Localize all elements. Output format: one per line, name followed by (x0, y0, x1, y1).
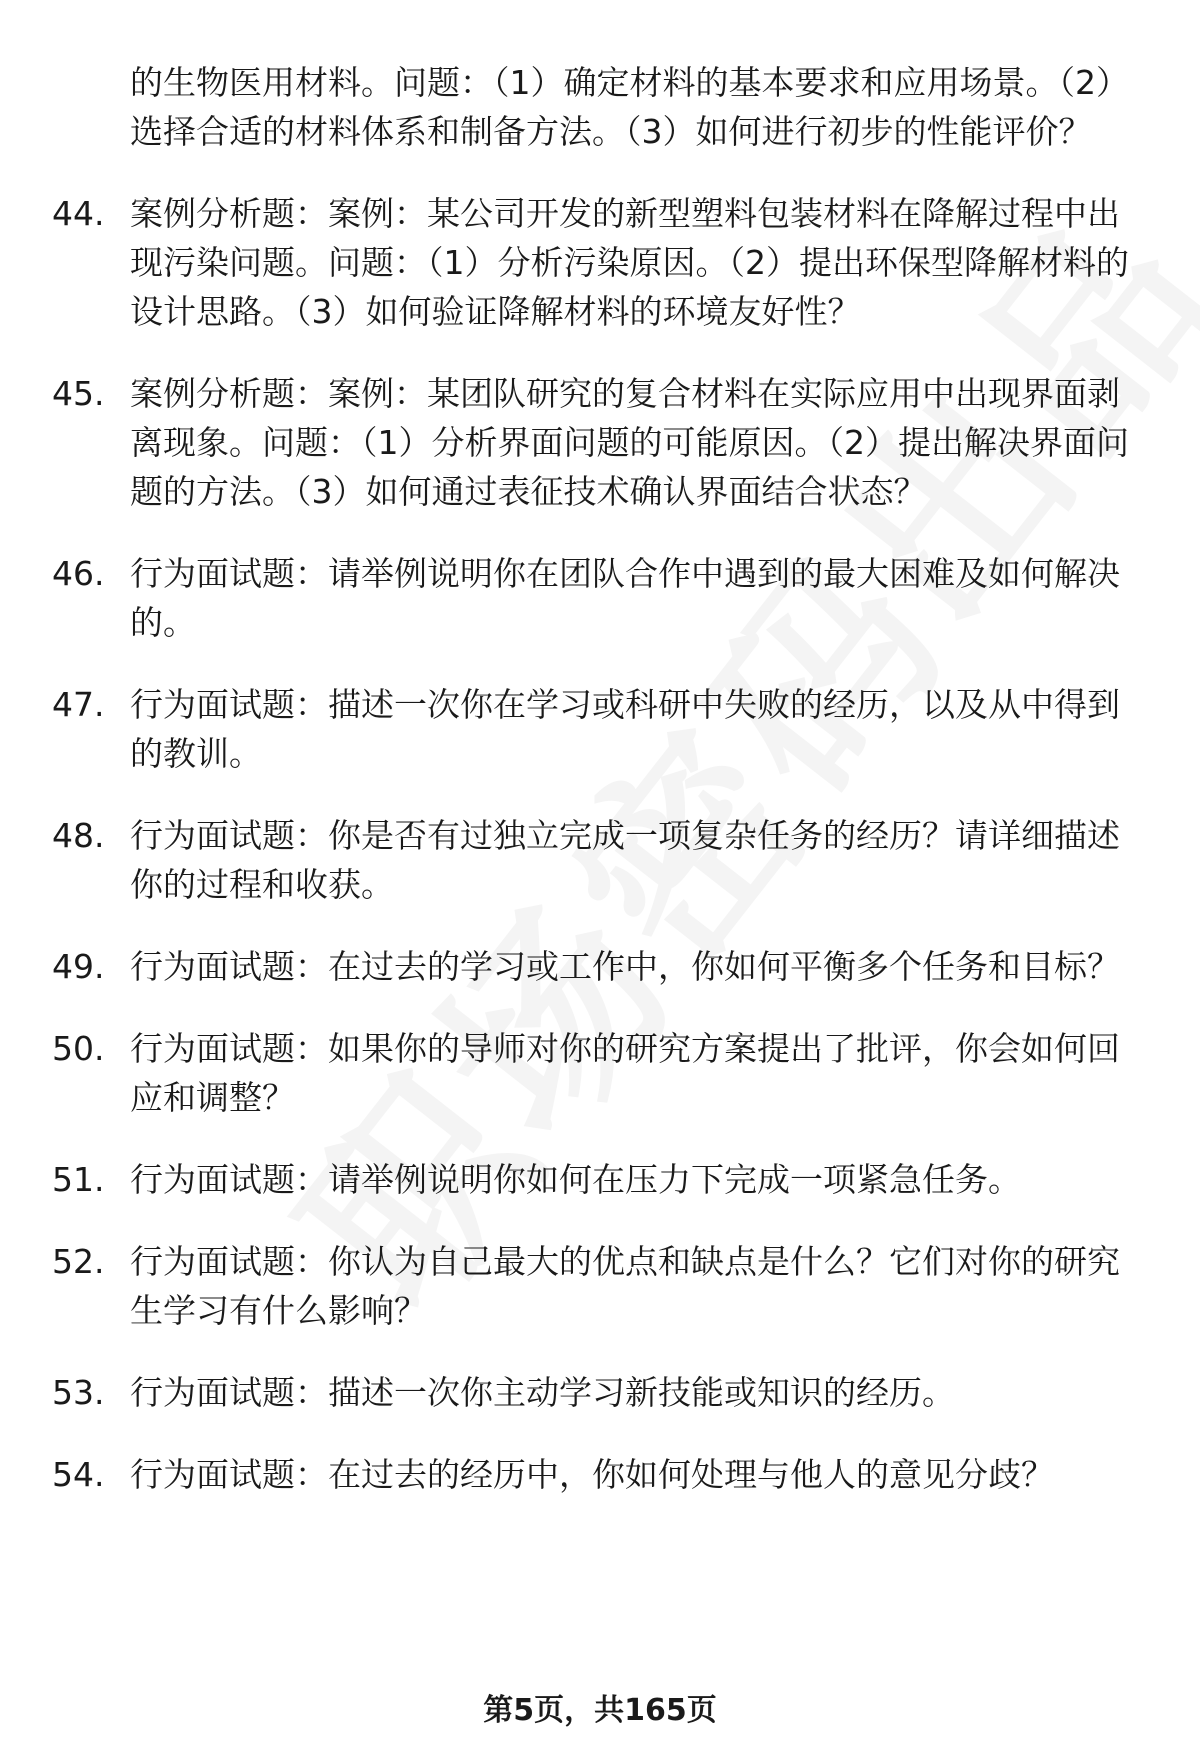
item-number: 50. (52, 1029, 105, 1068)
item-number: 48. (52, 816, 105, 855)
item-text: 案例分析题：案例：某公司开发的新型塑料包装材料在降解过程中出现污染问题。问题：（1）分析污染原因。（2）提出环保型降解材料的设计思路。（3）如何验证降解材料的环境友好性？ (130, 194, 1129, 331)
item-text: 行为面试题：你是否有过独立完成一项复杂任务的经历？请详细描述你的过程和收获。 (130, 816, 1120, 904)
item-number: 52. (52, 1242, 105, 1281)
item-number: 51. (52, 1160, 105, 1199)
list-item (0, 680, 1200, 778)
list-item (0, 1368, 1200, 1417)
item-number: 47. (52, 685, 105, 724)
item-text: 行为面试题：请举例说明你如何在压力下完成一项紧急任务。 (130, 1160, 1021, 1199)
item-text: 行为面试题：请举例说明你在团队合作中遇到的最大困难及如何解决的。 (130, 554, 1120, 642)
list-item (0, 811, 1200, 909)
list-item (0, 1450, 1200, 1499)
continuation-text: 的生物医用材料。问题：（1）确定材料的基本要求和应用场景。（2）选择合适的材料体系和制备方法。（3）如何进行初步的性能评价？ (130, 63, 1129, 151)
item-text: 行为面试题：描述一次你主动学习新技能或知识的经历。 (130, 1373, 955, 1412)
item-number: 54. (52, 1455, 105, 1494)
list-item (0, 1155, 1200, 1204)
item-number: 46. (52, 554, 105, 593)
item-text: 行为面试题：如果你的导师对你的研究方案提出了批评，你会如何回应和调整？ (130, 1029, 1120, 1117)
page-number-footer: 第5页，共165页 (483, 1693, 717, 1728)
item-text: 行为面试题：在过去的经历中，你如何处理与他人的意见分歧？ (130, 1455, 1054, 1494)
list-item (0, 942, 1200, 991)
item-number: 49. (52, 947, 105, 986)
item-number: 44. (52, 194, 105, 233)
item-text: 行为面试题：在过去的学习或工作中，你如何平衡多个任务和目标？ (130, 947, 1120, 986)
list-item (0, 189, 1200, 336)
item-text: 行为面试题：你认为自己最大的优点和缺点是什么？它们对你的研究生学习有什么影响？ (130, 1242, 1120, 1330)
item-number: 53. (52, 1373, 105, 1412)
list-item (0, 369, 1200, 516)
question-list (0, 58, 1200, 1532)
item-text: 案例分析题：案例：某团队研究的复合材料在实际应用中出现界面剥离现象。问题：（1）分析界面问题的可能原因。（2）提出解决界面问题的方法。（3）如何通过表征技术确认界面结合状态？ (130, 374, 1129, 511)
item-text: 行为面试题：描述一次你在学习或科研中失败的经历，以及从中得到的教训。 (130, 685, 1120, 773)
item-number: 45. (52, 374, 105, 413)
continuation-paragraph (0, 58, 1200, 156)
list-item (0, 1237, 1200, 1335)
list-item (0, 1024, 1200, 1122)
list-item (0, 549, 1200, 647)
